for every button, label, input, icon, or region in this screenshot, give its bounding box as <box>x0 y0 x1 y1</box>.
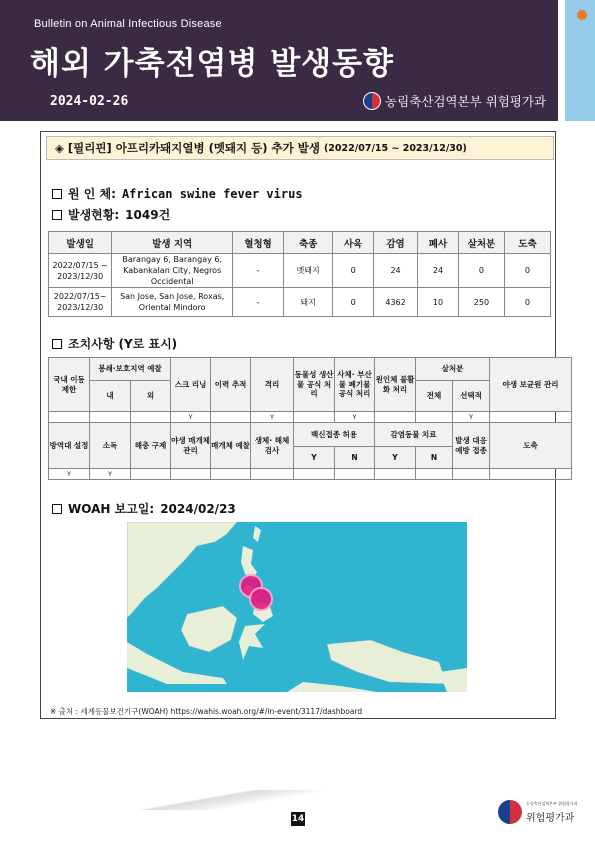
measure-value <box>211 469 251 480</box>
infected-cell: 24 <box>374 254 418 288</box>
measure-value <box>294 469 335 480</box>
measure-header: 백신접종 허용 <box>294 423 375 447</box>
measure-value: Y <box>453 412 490 423</box>
date-cell: 2022/07/15~ 2023/12/30 <box>49 288 112 317</box>
measure-header: 야생 보균원 관리 <box>490 358 572 412</box>
measure-header: 살처분 <box>416 358 490 381</box>
raised-cell: 0 <box>333 288 374 317</box>
measure-value <box>171 469 211 480</box>
measure-subheader: 선택적 <box>453 381 490 412</box>
cause-label: 원 인 체: <box>68 187 116 201</box>
col-header: 발생 지역 <box>112 232 233 254</box>
slaughtered-cell: 0 <box>504 254 550 288</box>
culled-cell: 0 <box>458 254 504 288</box>
measure-header: 사체· 부산물 폐기물 공식 처리 <box>335 358 375 412</box>
outbreak-map <box>127 522 467 692</box>
measure-header: 이력 추적 <box>211 358 251 412</box>
measure-value <box>251 469 294 480</box>
topic-label: ◈ [필리핀] 아프리카돼지열병 (멧돼지 등) 추가 발생 <box>55 141 320 155</box>
measure-header: 매개체 예찰 <box>211 423 251 469</box>
checkbox-icon <box>52 189 62 199</box>
col-header: 감염 <box>374 232 418 254</box>
measures-table <box>48 357 572 480</box>
status-label: 발생현황: <box>68 208 120 222</box>
measure-value <box>335 469 375 480</box>
status-line <box>52 206 170 223</box>
table-row <box>49 254 551 288</box>
checkbox-icon <box>52 339 62 349</box>
footer-org-small: 농림축산검역본부 위험평가과 <box>526 800 578 806</box>
measure-header: 발생 대응 예방 접종 <box>453 423 490 469</box>
header-banner <box>0 0 558 121</box>
woah-label: WOAH 보고일: <box>68 502 155 516</box>
measures-label: 조치사항 (Y로 표시) <box>68 337 178 351</box>
serotype-cell: - <box>233 288 284 317</box>
species-cell: 멧돼지 <box>284 254 333 288</box>
measure-header: 소독 <box>90 423 131 469</box>
measure-value <box>416 412 453 423</box>
footer-decoration <box>0 790 440 810</box>
taeguk-icon <box>498 800 522 824</box>
page-title: 해외 가축전염병 발생동향 <box>30 46 394 82</box>
measures-header-row-2 <box>49 423 572 447</box>
cause-value: African swine fever virus <box>121 186 303 201</box>
table-header-row <box>49 232 551 254</box>
taeguk-icon <box>363 92 381 110</box>
measure-subheader: N <box>335 447 375 469</box>
measure-value <box>490 469 572 480</box>
source-note: ※ 출처 : 세계동물보건기구(WOAH) https://wahis.woah.org/#/in-event/3117/dashboard <box>50 707 363 716</box>
measure-header: 해충 구제 <box>131 423 171 469</box>
measures-value-row-2 <box>49 469 572 480</box>
measure-value <box>490 412 572 423</box>
measure-subheader: 전체 <box>416 381 453 412</box>
raised-cell: 0 <box>333 254 374 288</box>
measure-subheader: Y <box>375 447 416 469</box>
measure-header: 도축 <box>490 423 572 469</box>
measure-value <box>131 412 171 423</box>
checkbox-icon <box>52 504 62 514</box>
outbreak-marker-icon <box>250 588 272 610</box>
footer-logo-text <box>526 801 578 824</box>
checkbox-icon <box>52 210 62 220</box>
footer-org-big: 위험평가과 <box>526 812 575 824</box>
measure-value <box>131 469 171 480</box>
measure-value <box>416 469 453 480</box>
measure-value <box>211 412 251 423</box>
measure-header: 스크 리닝 <box>171 358 211 412</box>
col-header: 도축 <box>504 232 550 254</box>
measure-header: 야생 매개체 관리 <box>171 423 211 469</box>
col-header: 폐사 <box>418 232 459 254</box>
measure-value <box>375 412 416 423</box>
species-cell: 돼지 <box>284 288 333 317</box>
col-header: 축종 <box>284 232 333 254</box>
map-svg <box>127 522 467 692</box>
measure-header: 봉쇄·보호지역 예찰 <box>90 358 171 381</box>
report-date: 2024-02-26 <box>50 94 129 109</box>
woah-value: 2024/02/23 <box>160 501 236 516</box>
serotype-cell: - <box>233 254 284 288</box>
status-value: 1049건 <box>125 208 171 222</box>
topic-heading <box>46 136 554 160</box>
measure-subheader: 외 <box>131 381 171 412</box>
measure-value: Y <box>335 412 375 423</box>
cause-line <box>52 185 303 202</box>
org-label: 농림축산검역본부 위험평가과 <box>385 94 546 109</box>
measure-value <box>375 469 416 480</box>
measure-header: 격리 <box>251 358 294 412</box>
col-header: 발생일 <box>49 232 112 254</box>
dead-cell: 24 <box>418 254 459 288</box>
measure-value: Y <box>90 469 131 480</box>
measures-heading <box>52 335 177 352</box>
outbreak-table <box>48 231 551 317</box>
measure-subheader: N <box>416 447 453 469</box>
measure-header: 국내 이동 제한 <box>49 358 90 412</box>
woah-line <box>52 500 236 517</box>
footer-logo <box>498 800 578 824</box>
org-name <box>363 92 546 110</box>
measures-header-row <box>49 358 572 381</box>
culled-cell: 250 <box>458 288 504 317</box>
orange-dot-icon <box>577 10 587 20</box>
measure-header: 생체· 해체 검사 <box>251 423 294 469</box>
measure-subheader: 내 <box>90 381 131 412</box>
region-cell: Barangay 6, Barangay 6, Kabankalan City, Negros Occidental <box>112 254 233 288</box>
date-cell: 2022/07/15 ~ 2023/12/30 <box>49 254 112 288</box>
measure-value <box>453 469 490 480</box>
col-header: 살처분 <box>458 232 504 254</box>
measure-value: Y <box>49 469 90 480</box>
col-header: 사육 <box>333 232 374 254</box>
measure-value <box>90 412 131 423</box>
page-number: 14 <box>291 814 305 824</box>
measures-value-row <box>49 412 572 423</box>
infected-cell: 4362 <box>374 288 418 317</box>
measure-header: 방역대 설정 <box>49 423 90 469</box>
table-row <box>49 288 551 317</box>
measure-subheader: Y <box>294 447 335 469</box>
measure-value <box>49 412 90 423</box>
header-subtitle: Bulletin on Animal Infectious Disease <box>34 18 222 30</box>
header-side-decoration <box>558 0 595 121</box>
measure-value <box>294 412 335 423</box>
dead-cell: 10 <box>418 288 459 317</box>
slaughtered-cell: 0 <box>504 288 550 317</box>
measure-header: 동물성 생산물 공식 처리 <box>294 358 335 412</box>
topic-period: (2022/07/15 ~ 2023/12/30) <box>323 142 467 154</box>
measure-value: Y <box>251 412 294 423</box>
col-header: 혈청형 <box>233 232 284 254</box>
region-cell: San Jose, San Jose, Roxas, Oriental Mindoro <box>112 288 233 317</box>
measure-header: 감염동물 치료 <box>375 423 453 447</box>
measure-header: 원인체 불활화 처리 <box>375 358 416 412</box>
measure-value: Y <box>171 412 211 423</box>
